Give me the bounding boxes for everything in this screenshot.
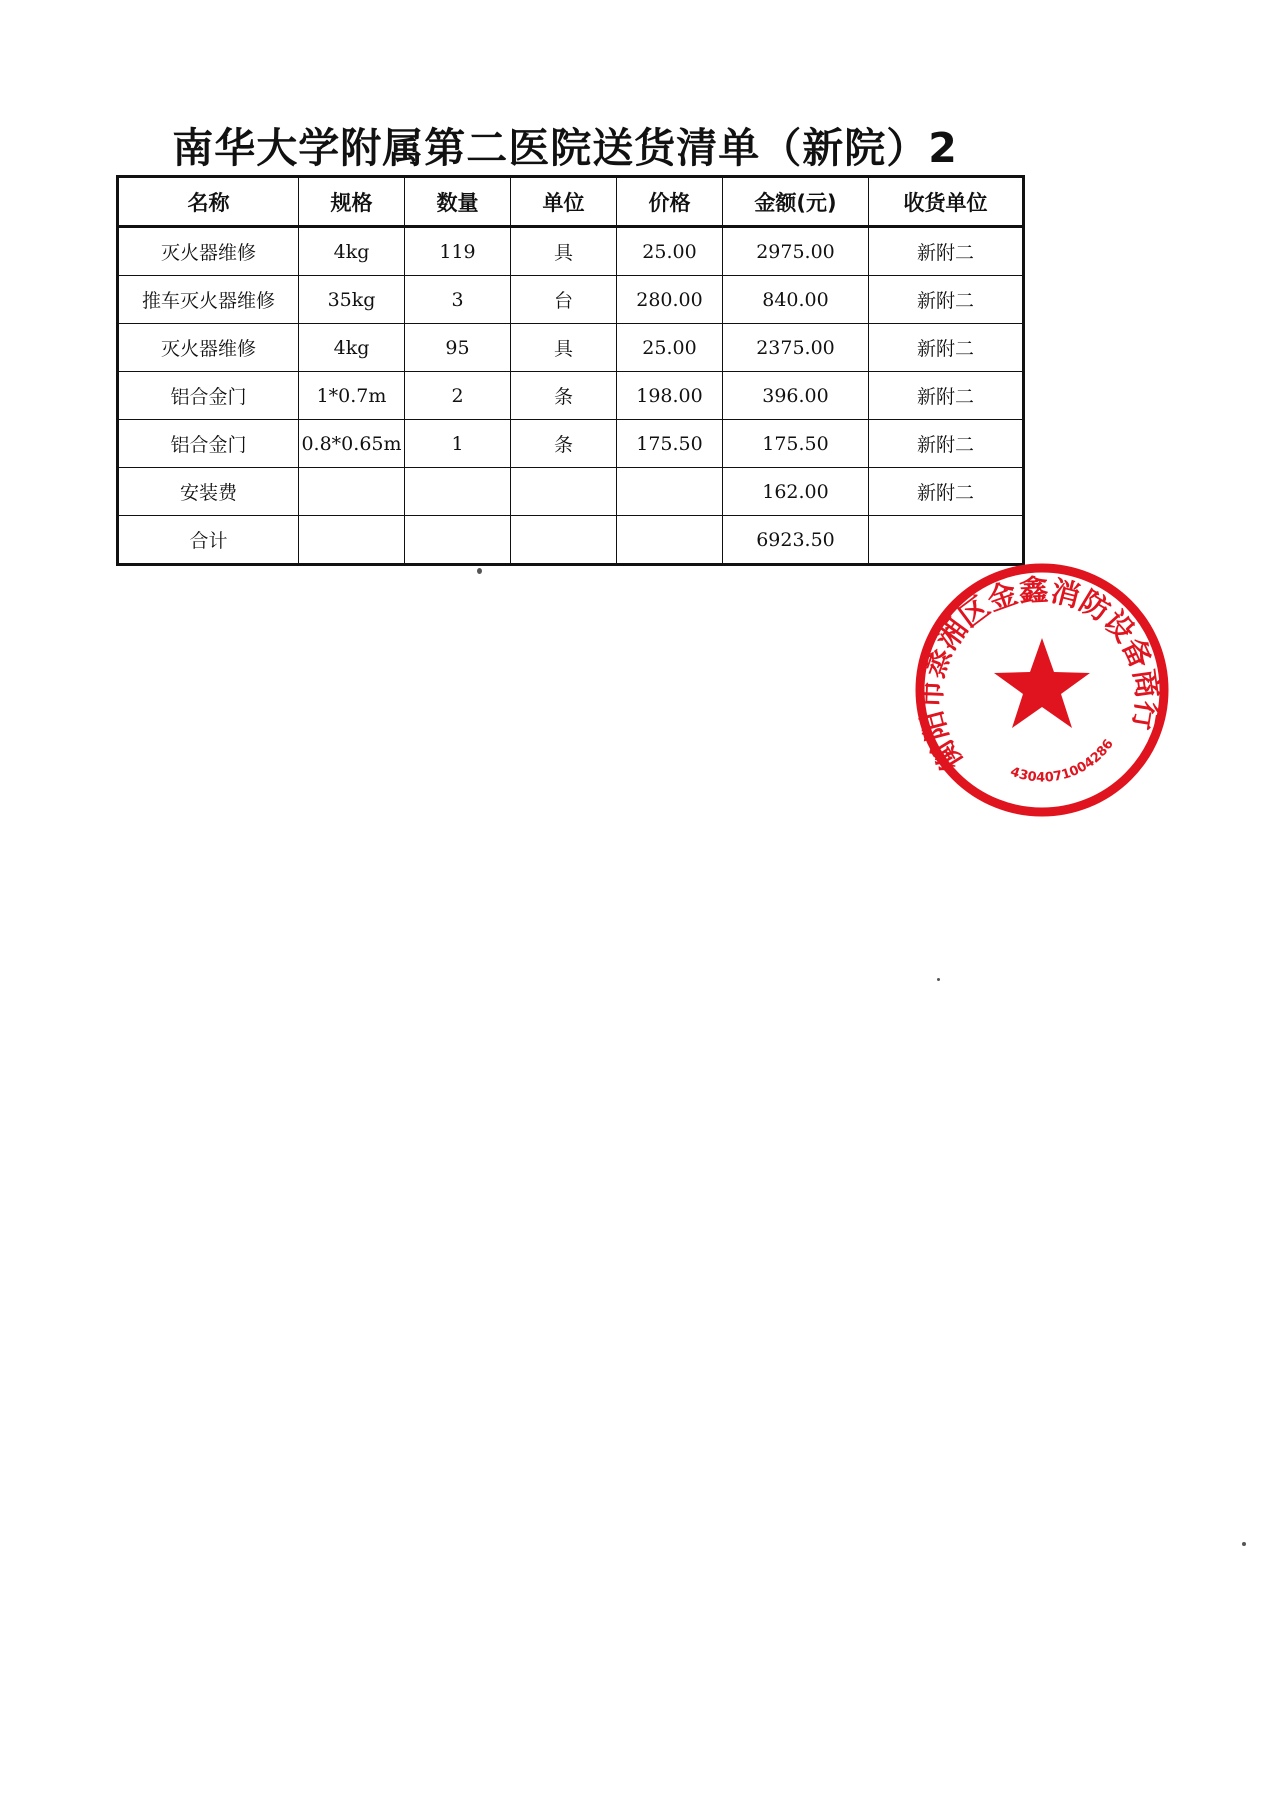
cell-amount: 840.00 <box>723 276 869 324</box>
cell-spec: 0.8*0.65m <box>299 420 405 468</box>
cell-quantity: 1 <box>405 420 511 468</box>
cell-price: 25.00 <box>617 227 723 276</box>
cell-price <box>617 468 723 516</box>
cell-quantity: 3 <box>405 276 511 324</box>
total-row <box>118 516 1024 565</box>
document-title: 南华大学附属第二医院送货清单（新院）2 <box>172 124 958 172</box>
table-row <box>118 468 1024 516</box>
cell-quantity: 2 <box>405 372 511 420</box>
cell-unit <box>511 516 617 565</box>
seal-number <box>1008 737 1117 786</box>
seal-company-name-path: 衡阳市蒸湘区金鑫消防设备商行 <box>913 572 1165 777</box>
cell-amount: 396.00 <box>723 372 869 420</box>
cell-price: 280.00 <box>617 276 723 324</box>
cell-unit: 台 <box>511 276 617 324</box>
cell-name: 合计 <box>118 516 299 565</box>
cell-name: 安装费 <box>118 468 299 516</box>
cell-spec <box>299 468 405 516</box>
cell-spec: 4kg <box>299 227 405 276</box>
cell-receiver: 新附二 <box>869 227 1024 276</box>
cell-price: 175.50 <box>617 420 723 468</box>
scan-speck <box>937 978 940 981</box>
header-spec: 规格 <box>299 177 405 227</box>
header-name: 名称 <box>118 177 299 227</box>
company-seal <box>912 560 1172 820</box>
cell-quantity <box>405 516 511 565</box>
cell-receiver: 新附二 <box>869 372 1024 420</box>
cell-name: 铝合金门 <box>118 420 299 468</box>
cell-unit <box>511 468 617 516</box>
scan-speck <box>1242 1542 1246 1546</box>
cell-amount: 175.50 <box>723 420 869 468</box>
cell-price <box>617 516 723 565</box>
seal-star-icon <box>994 638 1090 728</box>
table-row <box>118 276 1024 324</box>
cell-unit: 条 <box>511 372 617 420</box>
cell-name: 灭火器维修 <box>118 227 299 276</box>
cell-spec: 35kg <box>299 276 405 324</box>
cell-amount: 6923.50 <box>723 516 869 565</box>
seal-number-path: 4304071004286 <box>1008 736 1117 786</box>
header-unit: 单位 <box>511 177 617 227</box>
cell-receiver <box>869 516 1024 565</box>
cell-quantity: 95 <box>405 324 511 372</box>
cell-receiver: 新附二 <box>869 468 1024 516</box>
header-amount: 金额(元) <box>723 177 869 227</box>
table-row <box>118 372 1024 420</box>
cell-unit: 具 <box>511 227 617 276</box>
scan-speck <box>477 568 482 574</box>
header-quantity: 数量 <box>405 177 511 227</box>
cell-name: 推车灭火器维修 <box>118 276 299 324</box>
cell-name: 灭火器维修 <box>118 324 299 372</box>
cell-quantity <box>405 468 511 516</box>
cell-amount: 2375.00 <box>723 324 869 372</box>
table-row <box>118 324 1024 372</box>
table-row <box>118 420 1024 468</box>
cell-spec <box>299 516 405 565</box>
header-price: 价格 <box>617 177 723 227</box>
cell-receiver: 新附二 <box>869 276 1024 324</box>
cell-spec: 1*0.7m <box>299 372 405 420</box>
cell-unit: 具 <box>511 324 617 372</box>
table-row <box>118 227 1024 276</box>
cell-receiver: 新附二 <box>869 324 1024 372</box>
cell-quantity: 119 <box>405 227 511 276</box>
header-receiver: 收货单位 <box>869 177 1024 227</box>
cell-amount: 162.00 <box>723 468 869 516</box>
table-header-row <box>118 177 1024 227</box>
cell-price: 198.00 <box>617 372 723 420</box>
cell-unit: 条 <box>511 420 617 468</box>
delivery-table <box>116 175 1025 566</box>
cell-receiver: 新附二 <box>869 420 1024 468</box>
cell-amount: 2975.00 <box>723 227 869 276</box>
cell-name: 铝合金门 <box>118 372 299 420</box>
cell-spec: 4kg <box>299 324 405 372</box>
cell-price: 25.00 <box>617 324 723 372</box>
